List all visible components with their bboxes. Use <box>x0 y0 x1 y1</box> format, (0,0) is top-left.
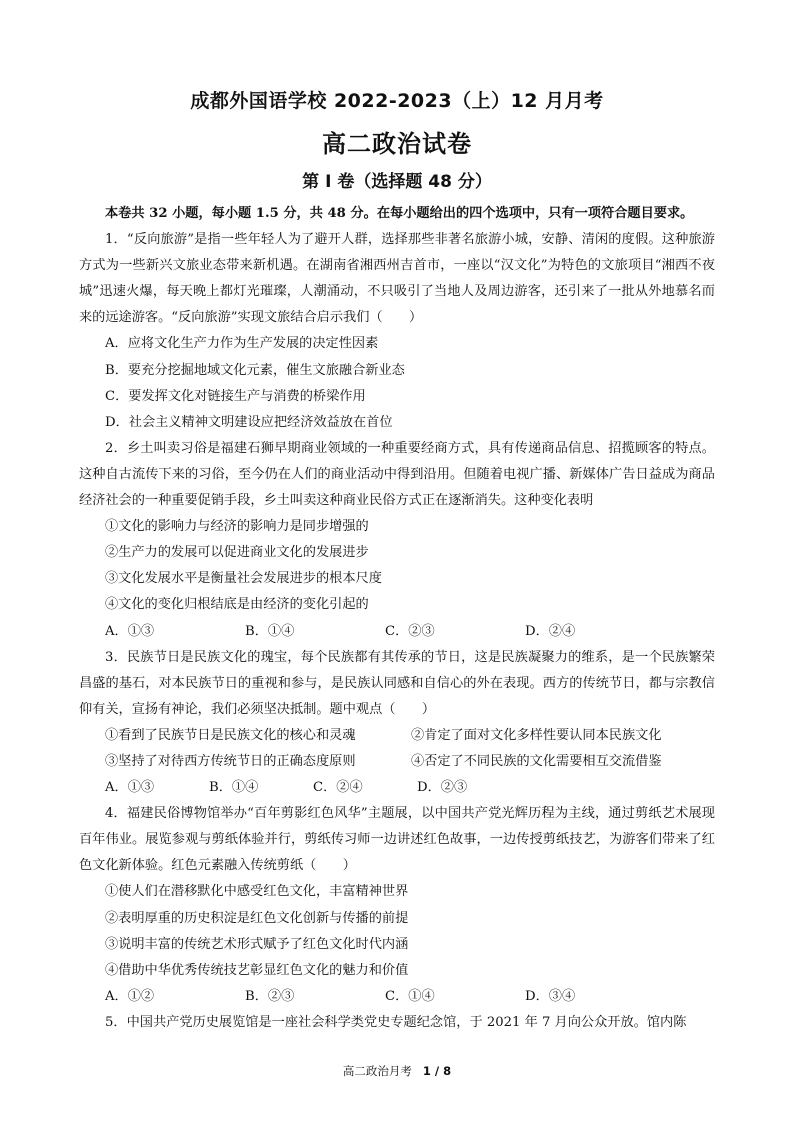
question-4-statement-4: ④借助中华优秀传统技艺彰显红色文化的魅力和价值 <box>105 962 409 978</box>
question-4-answer-b: B．②③ <box>245 988 295 1004</box>
question-2-statement-4: ④文化的变化归根结底是由经济的变化引起的 <box>105 597 369 613</box>
question-2-answers <box>79 619 715 645</box>
question-3-statements-row-1 <box>79 723 715 749</box>
question-5-stem: 5．中国共产党历史展览馆是一座社会科学类党史专题纪念馆，于 2021 年 7 月向公众开放。馆内陈 <box>105 1014 687 1030</box>
question-4-stem: 4．福建民俗博物馆举办“百年剪影红色风华”主题展，以中国共产党光辉历程为主线，通过剪纸艺术展现百年伟业。展览参观与剪纸体验并行，剪纸传习师一边讲述红色故事，一边传授剪纸技艺，为游客们带来了红色文化新体验。红色元素融入传统剪纸（ ） <box>79 806 715 874</box>
part-title: 第 I 卷（选择题 48 分） <box>302 172 492 192</box>
question-4-answer-a: A．①② <box>105 988 155 1004</box>
question-4-statement-1: ①使人们在潜移默化中感受红色文化，丰富精神世界 <box>105 884 409 900</box>
question-2-answer-b: B．①④ <box>245 623 295 639</box>
question-4-answer-c: C．①④ <box>385 988 435 1004</box>
question-2-answer-d: D．②④ <box>525 623 576 639</box>
question-2-statement-1: ①文化的影响力与经济的影响力是同步增强的 <box>105 519 369 535</box>
instructions: 本卷共 32 小题，每小题 1.5 分，共 48 分。在每小题给出的四个选项中，只有一项符合题目要求。 <box>105 206 694 221</box>
question-3-answer-b: B．①④ <box>209 780 259 796</box>
question-2-answer-a: A．①③ <box>105 623 155 639</box>
question-1-option-a: A．应将文化生产力作为生产发展的决定性因素 <box>105 336 379 352</box>
school-title: 成都外国语学校 2022-2023（上）12 月月考 <box>190 90 604 112</box>
exam-title: 高二政治试卷 <box>322 130 472 158</box>
page-footer <box>0 1063 794 1079</box>
page-number: 1 / 8 <box>422 1064 452 1078</box>
question-3-statement-4: ④否定了不同民族的文化需要相互交流借鉴 <box>411 753 662 769</box>
exam-content <box>79 201 715 1036</box>
question-4-answers <box>79 984 715 1010</box>
question-1-option-c: C．要发挥文化对链接生产与消费的桥梁作用 <box>105 388 366 404</box>
question-1-stem: 1．“反向旅游”是指一些年轻人为了避开人群，选择那些非著名旅游小城，安静、清闲的度假。这种旅游方式为一些新兴文旅业态带来新机遇。在湖南省湘西州吉首市，一座以“汉文化”为特色的文旅项目“湘西不夜城”迅速火爆，每天晚上都灯光璀璨，人潮涌动，不只吸引了当地人及周边游客，还引来了一批从外地慕名而来的远途游客。“反向旅游”实现文旅结合启示我们（ ） <box>79 232 715 326</box>
question-3-stem: 3．民族节日是民族文化的瑰宝，每个民族都有其传承的节日，这是民族凝聚力的维系，是一个民族繁荣昌盛的基石，对本民族节日的重视和参与，是民族认同感和自信心的外在表现。西方的传统节日，都与宗教信仰有关，宣扬有神论，我们必须坚决抵制。题中观点（ ） <box>79 649 715 717</box>
question-3-answer-d: D．②③ <box>417 780 468 796</box>
question-3-statements-row-2 <box>79 749 715 775</box>
question-2-statement-3: ③文化发展水平是衡量社会发展进步的根本尺度 <box>105 571 382 587</box>
question-4-statement-3: ③说明丰富的传统艺术形式赋予了红色文化时代内涵 <box>105 936 409 952</box>
question-3-answer-c: C．②④ <box>313 780 363 796</box>
question-3-statement-2: ②肯定了面对文化多样性要认同本民族文化 <box>411 727 662 743</box>
footer-label: 高二政治月考 <box>342 1064 412 1078</box>
question-1-option-d: D．社会主义精神文明建设应把经济效益放在首位 <box>105 414 393 430</box>
question-3-answers <box>79 775 715 801</box>
question-2-answer-c: C．②③ <box>385 623 435 639</box>
question-1-option-b: B．要充分挖掘地域文化元素，催生文旅融合新业态 <box>105 362 405 378</box>
question-2-stem: 2．乡土叫卖习俗是福建石狮早期商业领域的一种重要经商方式，具有传递商品信息、招揽顾客的特点。这种自古流传下来的习俗，至今仍在人们的商业活动中得到沿用。但随着电视广播、新媒体广告日益成为商品经济社会的一种重要促销手段，乡土叫卖这种商业民俗方式正在逐渐消失。这种变化表明 <box>79 440 715 509</box>
question-3-statement-3: ③坚持了对待西方传统节日的正确态度原则 <box>105 753 356 769</box>
question-3-statement-1: ①看到了民族节日是民族文化的核心和灵魂 <box>105 727 356 743</box>
question-3-answer-a: A．①③ <box>105 780 155 796</box>
question-4-statement-2: ②表明厚重的历史积淀是红色文化创新与传播的前提 <box>105 910 409 926</box>
question-2-statement-2: ②生产力的发展可以促进商业文化的发展进步 <box>105 545 369 561</box>
question-4-answer-d: D．③④ <box>525 988 576 1004</box>
